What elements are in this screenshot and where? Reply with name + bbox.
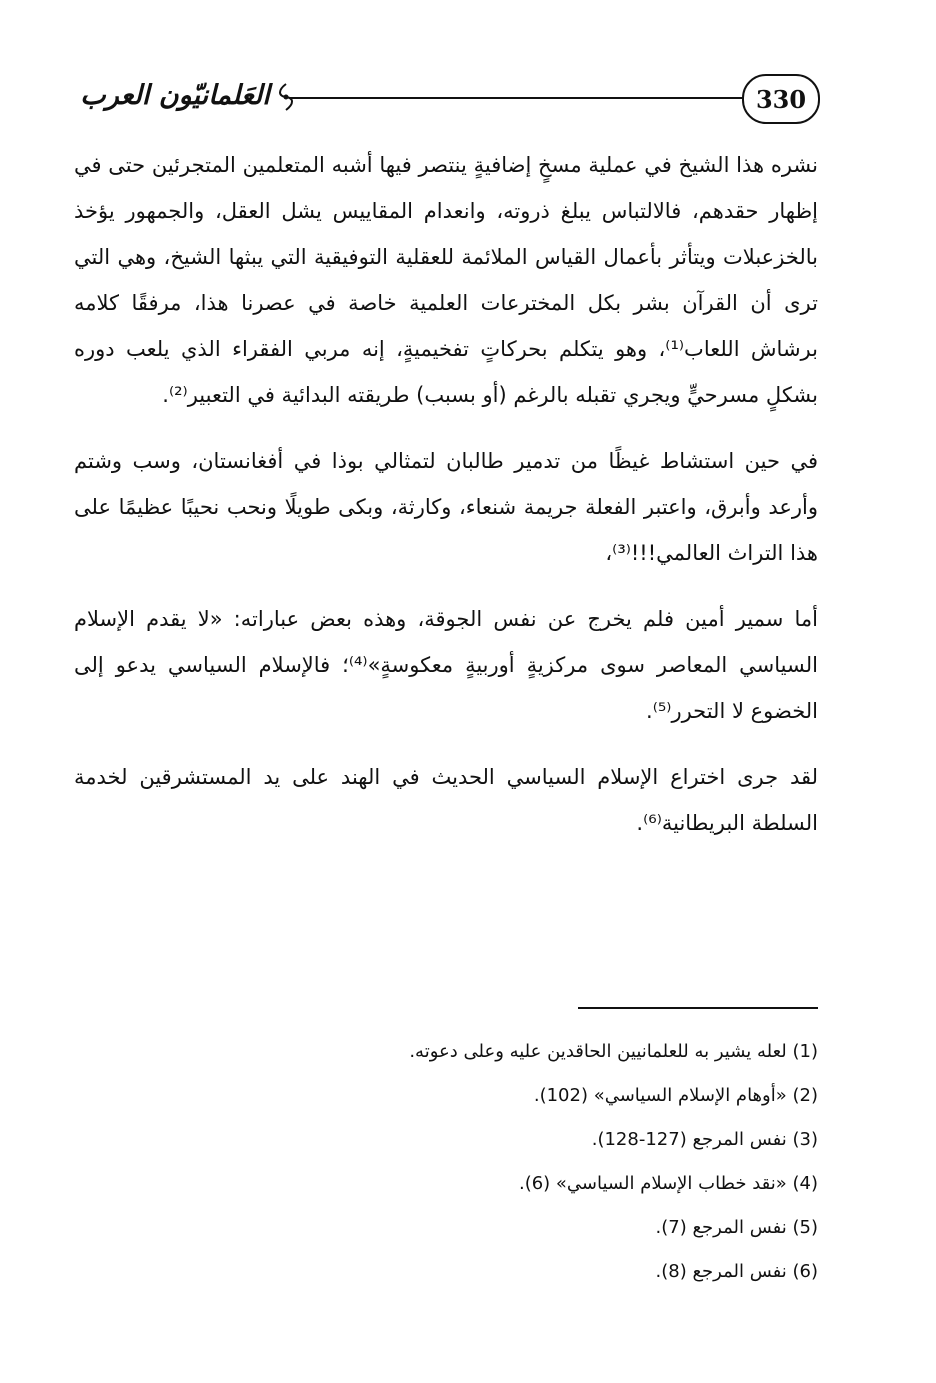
footnotes xyxy=(118,1030,818,1294)
footnote: (6) نفس المرجع (8). xyxy=(655,1261,818,1282)
paragraph: أما سمير أمين فلم يخرج عن نفس الجوقة، وهذه بعض عباراته: «لا يقدم الإسلام السياسي المعاصر سوى مركزيةٍ أوربيةٍ معكوسةٍ»⁽⁴⁾؛ فالإسلام السياسي يدعو إلى الخضوع لا التحرر⁽⁵⁾. xyxy=(74,607,818,723)
paragraph: في حين استشاط غيظًا من تدمير طالبان لتمثالي بوذا في أفغانستان، وسب وشتم وأرعد وأبرق، واعتبر الفعلة جريمة شنعاء، وكارثة، وبكى طويلًا ونحب نحيبًا عظيمًا على هذا التراث العالمي!!!⁽³⁾، xyxy=(74,449,818,565)
running-title: العَلمانيّون العرب xyxy=(80,79,270,111)
paragraph: لقد جرى اختراع الإسلام السياسي الحديث في الهند على يد المستشرقين لخدمة السلطة البريطانية⁽⁶⁾. xyxy=(74,765,818,835)
footnote: (1) لعله يشير به للعلمانيين الحاقدين عليه وعلى دعوته. xyxy=(409,1041,818,1062)
footnote: (5) نفس المرجع (7). xyxy=(655,1217,818,1238)
body-text xyxy=(74,142,818,846)
header-rule xyxy=(290,97,744,99)
footnote: (3) نفس المرجع (127-128). xyxy=(591,1129,818,1150)
footnote-separator xyxy=(578,1007,818,1009)
footnote: (4) «نقد خطاب الإسلام السياسي» (6). xyxy=(518,1173,818,1194)
page-header xyxy=(60,70,820,126)
footnote: (2) «أوهام الإسلام السياسي» (102). xyxy=(533,1085,818,1106)
paragraph: نشره هذا الشيخ في عملية مسخٍ إضافيةٍ ينتصر فيها أشبه المتعلمين المتجرئين حتى في إظهار حقدهم، فالالتباس يبلغ ذروته، وانعدام المقاييس يشل العقل، والجمهور يؤخذ بالخزعبلات ويتأثر بأعمال القياس الملائمة للعقلية التوفيقية التي يبثها الشيخ، وهي التي ترى أن القرآن بشر بكل المخترعات العلمية خاصة في عصرنا هذا، مرفقًا كلامه برشاش اللعاب⁽¹⁾، وهو يتكلم بحركاتٍ تفخيميةٍ، إنه مربي الفقراء الذي يلعب دوره بشكلٍ مسرحيٍّ ويجري تقبله بالرغم (أو بسبب) طريقته البدائية في التعبير⁽²⁾. xyxy=(74,153,818,407)
page-number: 330 xyxy=(742,74,820,124)
